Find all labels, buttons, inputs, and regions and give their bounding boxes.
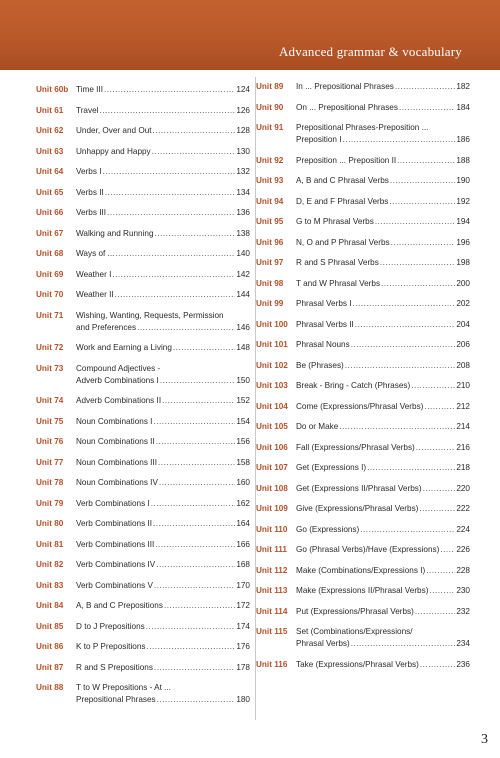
unit-number: Unit 70 — [36, 290, 64, 299]
dot-leader — [351, 339, 456, 351]
topic-text: Noun Combinations I — [76, 416, 153, 426]
topic-text: K to P Prepositions — [76, 642, 146, 651]
page-reference: 148 — [236, 343, 250, 352]
dot-leader — [395, 81, 455, 93]
topic-text: R and S Prepositions — [76, 662, 153, 672]
dot-leader — [375, 216, 456, 228]
dot-leader — [390, 175, 455, 187]
topic-text: Verb Combinations V — [76, 580, 153, 590]
contents-column-right — [255, 77, 470, 720]
dot-leader — [152, 146, 236, 158]
unit-topic — [296, 298, 470, 310]
page-reference: 196 — [456, 237, 470, 247]
dot-leader — [343, 134, 456, 146]
unit-number: Unit 71 — [36, 310, 64, 320]
unit-topic — [76, 662, 250, 674]
topic-text: Go (Expressions) — [296, 524, 360, 534]
unit-number: Unit 87 — [36, 662, 64, 672]
page-reference: 204 — [456, 319, 470, 329]
unit-topic — [296, 196, 470, 208]
unit-topic — [76, 342, 250, 354]
page-reference: 176 — [236, 642, 250, 651]
topic-text: Prepositional Phrases-Preposition ... — [296, 123, 429, 132]
unit-topic — [296, 442, 470, 454]
unit-number: Unit 81 — [36, 539, 64, 549]
unit-number: Unit 63 — [36, 146, 64, 156]
dot-leader — [153, 518, 235, 530]
topic-text: Fall (Expressions/Phrasal Verbs) — [296, 442, 415, 452]
unit-number: Unit 84 — [36, 601, 64, 610]
page-reference: 150 — [236, 375, 250, 385]
unit-topic — [76, 682, 250, 706]
dot-leader — [397, 155, 455, 167]
page-reference: 228 — [456, 565, 470, 575]
topic-text: Weather I — [76, 269, 112, 279]
unit-topic — [296, 585, 470, 597]
unit-number: Unit 80 — [36, 519, 64, 528]
page-reference: 144 — [236, 290, 250, 299]
unit-number: Unit 73 — [36, 363, 64, 373]
unit-topic — [296, 339, 470, 351]
page-reference: 140 — [236, 249, 250, 258]
unit-topic — [76, 363, 250, 387]
page-reference: 132 — [236, 167, 250, 176]
topic-text: Preposition ... Preposition II — [296, 155, 397, 165]
topic-text: Make (Expressions II/Phrasal Verbs) — [296, 586, 429, 595]
unit-topic — [76, 289, 250, 301]
unit-number: Unit 74 — [36, 396, 64, 405]
page-reference: 154 — [236, 416, 250, 426]
dot-leader — [420, 659, 455, 671]
dot-leader — [105, 187, 236, 199]
unit-topic — [296, 483, 470, 495]
page-reference: 156 — [236, 437, 250, 446]
unit-topic — [296, 257, 470, 269]
page-reference: 146 — [236, 322, 250, 332]
dot-leader — [416, 442, 456, 454]
unit-number: Unit 112 — [256, 565, 288, 575]
dot-leader — [339, 421, 455, 433]
topic-text: Adverb Combinations I — [76, 375, 159, 385]
unit-number: Unit 104 — [256, 401, 288, 411]
dot-leader — [146, 641, 235, 653]
topic-text: Be (Phrases) — [296, 360, 344, 370]
dot-leader — [160, 375, 236, 387]
topic-text: Give (Expressions/Phrasal Verbs) — [296, 504, 419, 513]
unit-number: Unit 66 — [36, 208, 64, 217]
header-title: Advanced grammar & vocabulary — [278, 44, 462, 59]
page-number: 3 — [481, 732, 488, 747]
topic-text: Noun Combinations IV — [76, 478, 158, 487]
page-reference: 230 — [456, 586, 470, 595]
topic-text: Verb Combinations II — [76, 519, 153, 528]
topic-text: Phrasal Verbs II — [296, 319, 354, 329]
topic-text: Ways of ... — [76, 249, 115, 258]
page-reference: 194 — [456, 217, 470, 226]
unit-topic — [76, 498, 250, 510]
unit-topic — [296, 503, 470, 515]
page-reference: 202 — [456, 299, 470, 308]
page-reference: 142 — [236, 269, 250, 279]
page-reference: 186 — [456, 135, 470, 144]
topic-text: and Preferences — [76, 322, 137, 332]
unit-topic — [76, 269, 250, 281]
dot-leader — [351, 638, 456, 650]
unit-topic — [296, 237, 470, 249]
unit-number: Unit 105 — [256, 422, 288, 431]
unit-number: Unit 61 — [36, 105, 64, 115]
unit-number: Unit 99 — [256, 299, 284, 308]
unit-number: Unit 103 — [256, 381, 288, 390]
page-reference: 190 — [456, 176, 470, 185]
dot-leader — [103, 166, 236, 178]
unit-topic — [296, 401, 470, 413]
topic-text: T and W Phrasal Verbs — [296, 278, 381, 288]
unit-topic — [296, 544, 470, 556]
topic-text: Noun Combinations II — [76, 437, 155, 446]
unit-topic — [296, 175, 470, 187]
unit-number: Unit 67 — [36, 228, 64, 238]
unit-number: Unit 89 — [256, 82, 284, 91]
dot-leader — [154, 580, 235, 592]
unit-number: Unit 75 — [36, 416, 64, 426]
unit-topic — [296, 102, 470, 114]
page-reference: 188 — [456, 155, 470, 165]
unit-number: Unit 88 — [36, 683, 64, 692]
unit-topic — [76, 416, 250, 428]
dot-leader — [156, 559, 235, 571]
unit-topic — [296, 360, 470, 372]
topic-text: Go (Phrasal Verbs)/Have (Expressions) — [296, 545, 440, 554]
dot-leader — [440, 544, 455, 556]
page-reference: 126 — [236, 105, 250, 115]
unit-number: Unit 69 — [36, 269, 64, 279]
unit-topic — [76, 166, 250, 178]
topic-text: Work and Earning a Living — [76, 343, 172, 352]
unit-topic — [76, 84, 250, 96]
dot-leader — [415, 606, 455, 618]
dot-leader — [154, 662, 235, 674]
dot-leader — [426, 565, 455, 577]
unit-number: Unit 102 — [256, 360, 288, 370]
page-reference: 210 — [456, 381, 470, 390]
dot-leader — [104, 84, 235, 96]
unit-number: Unit 90 — [256, 102, 284, 112]
unit-number: Unit 93 — [256, 176, 284, 185]
dot-leader — [155, 539, 235, 551]
page-reference: 180 — [236, 695, 250, 704]
unit-topic — [296, 462, 470, 474]
unit-number: Unit 97 — [256, 258, 284, 267]
dot-leader — [381, 278, 455, 290]
page-reference: 198 — [456, 258, 470, 267]
topic-text: Wishing, Wanting, Requests, Permission — [76, 310, 224, 320]
dot-leader — [158, 457, 235, 469]
dot-leader — [115, 289, 236, 301]
topic-text: Travel — [76, 105, 99, 115]
topic-text: Adverb Combinations II — [76, 396, 162, 405]
dot-leader — [155, 228, 236, 240]
page-reference: 236 — [456, 659, 470, 669]
unit-number: Unit 101 — [256, 340, 288, 349]
topic-text: R and S Phrasal Verbs — [296, 258, 379, 267]
topic-text: Put (Expressions/Phrasal Verbs) — [296, 606, 414, 616]
topic-text: Walking and Running — [76, 228, 154, 238]
dot-leader — [146, 621, 236, 633]
topic-text: G to M Phrasal Verbs — [296, 217, 374, 226]
unit-topic — [296, 606, 470, 618]
unit-topic — [76, 248, 250, 260]
page-reference: 138 — [236, 228, 250, 238]
page-reference: 220 — [456, 483, 470, 493]
dot-leader — [411, 380, 455, 392]
unit-number: Unit 116 — [256, 659, 288, 669]
topic-text: Come (Expressions/Phrasal Verbs) — [296, 401, 424, 411]
page-reference: 172 — [236, 601, 250, 610]
page-reference: 134 — [236, 187, 250, 197]
topic-text: Take (Expressions/Phrasal Verbs) — [296, 659, 419, 669]
topic-text: N, O and P Phrasal Verbs — [296, 237, 390, 247]
page-reference: 226 — [456, 545, 470, 554]
page-reference: 158 — [236, 457, 250, 467]
dot-leader — [162, 395, 235, 407]
unit-number: Unit 110 — [256, 524, 288, 534]
topic-text: Do or Make — [296, 422, 339, 431]
topic-text: Weather II — [76, 290, 114, 299]
page-reference: 160 — [236, 478, 250, 487]
page-reference: 164 — [236, 519, 250, 528]
unit-number: Unit 106 — [256, 442, 288, 452]
unit-number: Unit 108 — [256, 483, 288, 493]
unit-topic — [76, 518, 250, 530]
page-reference: 128 — [236, 126, 250, 135]
topic-text: A, B and C Phrasal Verbs — [296, 176, 389, 185]
page-reference: 208 — [456, 360, 470, 370]
unit-topic — [76, 559, 250, 571]
unit-number: Unit 113 — [256, 586, 288, 595]
page-reference: 162 — [236, 498, 250, 508]
topic-text: Phrasal Verbs I — [296, 299, 352, 308]
unit-number: Unit 78 — [36, 478, 64, 487]
unit-topic — [296, 380, 470, 392]
page-reference: 216 — [456, 442, 470, 452]
unit-topic — [296, 278, 470, 290]
dot-leader — [380, 257, 455, 269]
topic-text: Verb Combinations III — [76, 539, 155, 549]
unit-number: Unit 62 — [36, 126, 64, 135]
unit-topic — [296, 524, 470, 536]
page-reference: 212 — [456, 401, 470, 411]
dot-leader — [391, 237, 456, 249]
page-reference: 166 — [236, 539, 250, 549]
unit-number: Unit 64 — [36, 167, 64, 176]
unit-number: Unit 92 — [256, 155, 284, 165]
unit-number: Unit 114 — [256, 606, 288, 616]
dot-leader — [99, 105, 235, 117]
page-reference: 218 — [456, 463, 470, 472]
topic-text: Verb Combinations I — [76, 498, 150, 508]
topic-text: On ... Prepositional Phrases — [296, 102, 398, 112]
dot-leader — [353, 298, 456, 310]
unit-topic — [76, 641, 250, 653]
unit-number: Unit 82 — [36, 560, 64, 569]
unit-number: Unit 91 — [256, 123, 284, 132]
dot-leader — [429, 585, 455, 597]
unit-number: Unit 72 — [36, 343, 64, 352]
topic-text: Time III — [76, 85, 103, 94]
page-reference: 224 — [456, 524, 470, 534]
dot-leader — [151, 498, 236, 510]
unit-topic — [76, 539, 250, 551]
topic-text: Verb Combinations IV — [76, 560, 156, 569]
topic-text: Phrasal Nouns — [296, 340, 350, 349]
unit-number: Unit 79 — [36, 498, 64, 508]
dot-leader — [399, 102, 455, 114]
dot-leader — [153, 416, 235, 428]
page-reference: 178 — [236, 662, 250, 672]
unit-topic — [296, 81, 470, 93]
unit-number: Unit 98 — [256, 278, 284, 288]
topic-text: Phrasal Verbs) — [296, 639, 350, 648]
dot-leader — [157, 694, 236, 706]
dot-leader — [423, 483, 456, 495]
dot-leader — [360, 524, 455, 536]
topic-text: Noun Combinations III — [76, 457, 158, 467]
topic-text: Verbs III — [76, 208, 107, 217]
unit-topic — [76, 395, 250, 407]
page-reference: 124 — [236, 85, 250, 94]
unit-topic — [76, 125, 250, 137]
page-reference: 206 — [456, 340, 470, 349]
unit-topic — [76, 228, 250, 240]
unit-topic — [296, 659, 470, 671]
unit-topic — [76, 146, 250, 158]
page-reference: 200 — [456, 278, 470, 288]
unit-number: Unit 83 — [36, 580, 64, 590]
topic-text: Verbs I — [76, 167, 102, 176]
unit-number: Unit 65 — [36, 187, 64, 197]
unit-number: Unit 86 — [36, 642, 64, 651]
unit-number: Unit 111 — [256, 545, 287, 554]
unit-topic — [76, 310, 250, 334]
topic-text: Make (Combinations/Expressions I) — [296, 565, 426, 575]
unit-number: Unit 68 — [36, 249, 64, 258]
topic-text: Get (Expressions I) — [296, 463, 367, 472]
unit-number: Unit 107 — [256, 463, 288, 472]
topic-text: D, E and F Phrasal Verbs — [296, 196, 389, 206]
unit-number: Unit 100 — [256, 319, 288, 329]
unit-topic — [76, 457, 250, 469]
topic-text: D to J Prepositions — [76, 621, 145, 631]
dot-leader — [159, 477, 235, 489]
unit-number: Unit 109 — [256, 504, 288, 513]
unit-topic — [296, 421, 470, 433]
unit-number: Unit 96 — [256, 237, 284, 247]
topic-text: Break - Bring - Catch (Phrases) — [296, 381, 411, 390]
topic-text: Preposition I — [296, 135, 342, 144]
unit-number: Unit 115 — [256, 627, 288, 636]
dot-leader — [389, 196, 455, 208]
page-reference: 174 — [236, 621, 250, 631]
topic-text: A, B and C Prepositions — [76, 601, 163, 610]
page-reference: 234 — [456, 639, 470, 648]
page-reference: 184 — [456, 102, 470, 112]
page-reference: 170 — [236, 580, 250, 590]
unit-number: Unit 77 — [36, 457, 64, 467]
unit-topic — [76, 580, 250, 592]
topic-text: In ... Prepositional Phrases — [296, 82, 394, 91]
unit-topic — [76, 105, 250, 117]
topic-text: Compound Adjectives - — [76, 363, 161, 373]
unit-topic — [76, 477, 250, 489]
unit-topic — [76, 187, 250, 199]
topic-text: Prepositional Phrases — [76, 695, 156, 704]
unit-topic — [296, 155, 470, 167]
page-reference: 182 — [456, 82, 470, 91]
dot-leader — [419, 503, 455, 515]
unit-topic — [296, 626, 470, 650]
page-reference: 136 — [236, 208, 250, 217]
page-reference: 222 — [456, 504, 470, 513]
topic-text: T to W Prepositions - At ... — [76, 683, 171, 692]
dot-leader — [355, 319, 456, 331]
dot-leader — [137, 322, 235, 334]
topic-text: Unhappy and Happy — [76, 146, 151, 156]
topic-text: Under, Over and Out — [76, 126, 152, 135]
unit-topic — [296, 565, 470, 577]
chapter-header-band — [0, 0, 500, 70]
dot-leader — [367, 462, 455, 474]
dot-leader — [156, 436, 236, 448]
unit-number: Unit 85 — [36, 621, 64, 631]
dot-leader — [107, 207, 235, 219]
unit-number: Unit 94 — [256, 196, 284, 206]
page-reference: 232 — [456, 606, 470, 616]
topic-text: Verbs II — [76, 187, 104, 197]
unit-topic — [76, 600, 250, 612]
dot-leader — [112, 269, 235, 281]
unit-number: Unit 60b — [36, 85, 69, 94]
topic-text: Get (Expressions II/Phrasal Verbs) — [296, 483, 422, 493]
dot-leader — [173, 342, 235, 354]
page-reference: 130 — [236, 146, 250, 156]
page-reference: 152 — [236, 396, 250, 405]
unit-topic — [76, 436, 250, 448]
page-reference: 214 — [456, 422, 470, 431]
unit-topic — [296, 319, 470, 331]
dot-leader — [153, 125, 236, 137]
dot-leader — [164, 600, 235, 612]
dot-leader — [115, 248, 235, 260]
dot-leader — [345, 360, 456, 372]
unit-topic — [76, 207, 250, 219]
page-reference: 192 — [456, 196, 470, 206]
unit-topic — [296, 122, 470, 146]
topic-text: Set (Combinations/Expressions/ — [296, 627, 413, 636]
unit-number: Unit 76 — [36, 437, 64, 446]
unit-number: Unit 95 — [256, 217, 284, 226]
dot-leader — [424, 401, 455, 413]
unit-topic — [76, 621, 250, 633]
page-reference: 168 — [236, 560, 250, 569]
unit-topic — [296, 216, 470, 228]
